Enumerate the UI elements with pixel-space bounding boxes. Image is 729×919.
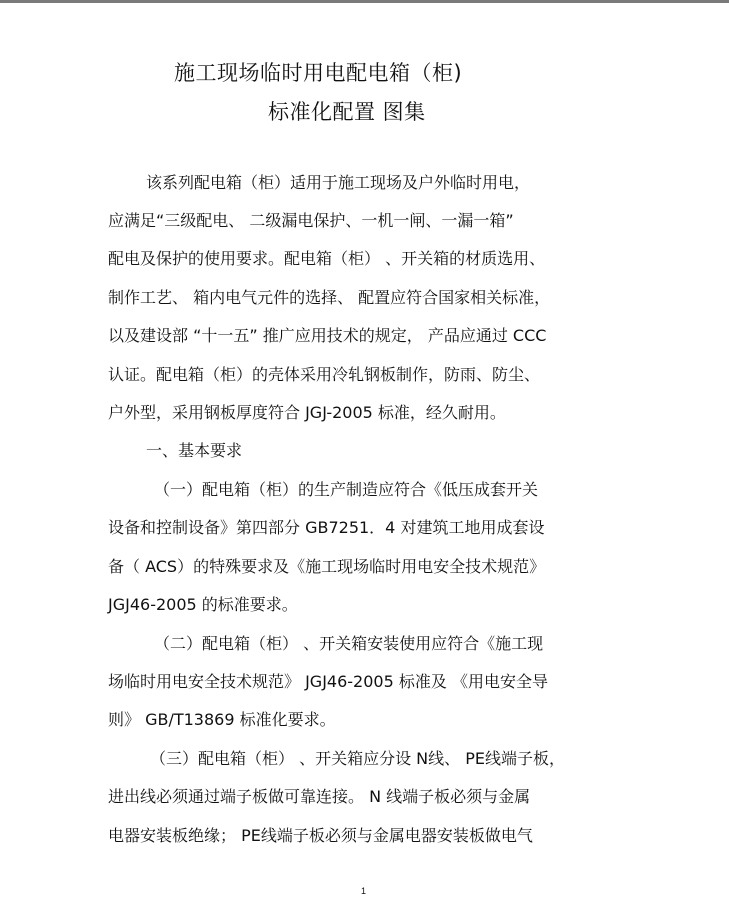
- body-line-14: 场临时用电安全技术规范》 JGJ46-2005 标准及 《用电安全导: [108, 672, 548, 691]
- body-line-5: 以及建设部 “十一五” 推广应用技术的规定， 产品应通过 CCC: [108, 326, 547, 345]
- body-line-6: 认证。配电箱（柜）的壳体采用冷轧钢板制作，防雨、防尘、: [108, 365, 541, 384]
- page-number: 1: [361, 886, 367, 896]
- body-line-11: 备（ ACS）的特殊要求及《施工现场临时用电安全技术规范》: [108, 557, 546, 576]
- page-top-border: [0, 0, 729, 3]
- body-line-9: （一）配电箱（柜）的生产制造应符合《低压成套开关: [154, 480, 539, 499]
- body-line-4: 制作工艺、 箱内电气元件的选择、 配置应符合国家相关标准，: [108, 288, 551, 307]
- body-line-2: 应满足“三级配电、 二级漏电保护、一机一闸、一漏一箱”: [108, 211, 514, 230]
- document-title-line-1: 施工现场临时用电配电箱（柜): [174, 61, 463, 85]
- body-line-16: （三）配电箱（柜） 、开关箱应分设 N线、 PE线端子板，: [150, 749, 565, 768]
- body-line-13: （二）配电箱（柜） 、开关箱安装使用应符合《施工现: [154, 634, 544, 653]
- body-line-10: 设备和控制设备》第四部分 GB7251．4 对建筑工地用成套设: [108, 518, 545, 537]
- body-line-18: 电器安装板绝缘； PE线端子板必须与金属电器安装板做电气: [108, 826, 533, 845]
- body-line-7: 户外型，采用钢板厚度符合 JGJ-2005 标准，经久耐用。: [108, 403, 506, 422]
- body-line-3: 配电及保护的使用要求。配电箱（柜） 、开关箱的材质选用、: [108, 249, 546, 268]
- body-line-1: 该系列配电箱（柜）适用于施工现场及户外临时用电，: [146, 173, 531, 192]
- body-line-17: 进出线必须通过端子板做可靠连接。 N 线端子板必须与金属: [108, 787, 531, 806]
- body-line-12: JGJ46-2005 的标准要求。: [108, 595, 298, 614]
- section-heading-basic-requirements: 一、基本要求: [146, 441, 243, 460]
- document-title-line-2: 标准化配置 图集: [268, 100, 426, 124]
- body-line-15: 则》 GB/T13869 标准化要求。: [108, 710, 336, 729]
